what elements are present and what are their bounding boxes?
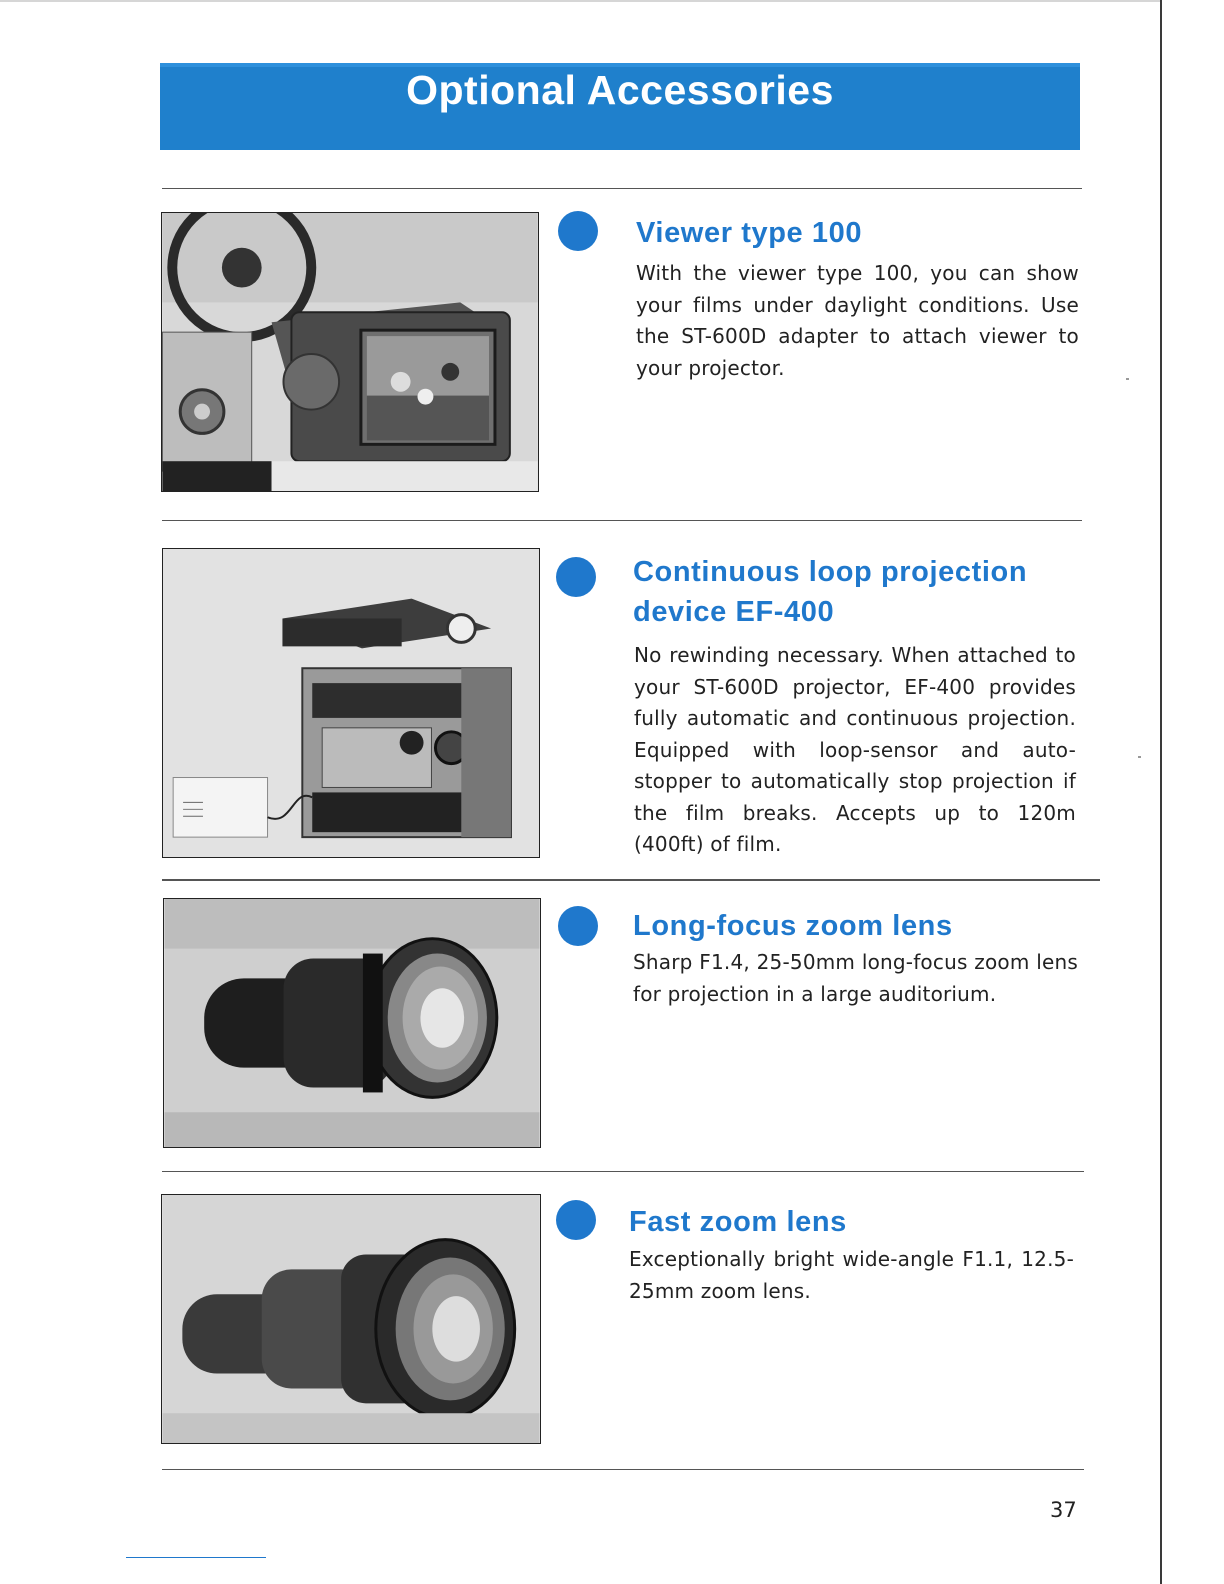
page-number: 37 (1050, 1498, 1077, 1522)
fast-zoom-lens-photo (161, 1194, 541, 1444)
loop-device-photo (162, 548, 540, 858)
page-binding-edge (1160, 0, 1162, 1584)
loop-device-illustration (163, 549, 539, 857)
item-title-long-focus-lens: Long-focus zoom lens (633, 910, 953, 942)
item-title-viewer: Viewer type 100 (636, 217, 863, 249)
scan-speck (1126, 378, 1129, 380)
item-bullet (556, 557, 596, 597)
section-divider (162, 879, 1100, 881)
section-divider (162, 1171, 1084, 1172)
header-banner (160, 63, 1080, 150)
fast-zoom-lens-illustration (162, 1195, 540, 1443)
item-bullet (556, 1200, 596, 1240)
item-description-viewer: With the viewer type 100, you can show your films under daylight conditions. Use the ST-600D adapter to attach viewer to your projector. (636, 261, 1079, 380)
viewer-illustration (162, 213, 538, 491)
viewer-photo (161, 212, 539, 492)
item-description-loop-device: No rewinding necessary. When attached to your ST-600D projector, EF-400 provides fully automatic and continuous projection. Equipped with loop-sensor and auto-stopper to automatically stop projection if the film breaks. Accepts up to 120m (400ft) of film. (634, 643, 1076, 856)
item-bullet (558, 211, 598, 251)
footer-line (126, 1557, 266, 1558)
scan-speck (1138, 756, 1141, 758)
long-focus-lens-photo (163, 898, 541, 1148)
item-description-fast-zoom-lens: Exceptionally bright wide-angle F1.1, 12.5-25mm zoom lens. (629, 1247, 1074, 1303)
section-divider (162, 520, 1082, 521)
item-bullet (558, 906, 598, 946)
page-title: Optional Accessories (406, 67, 834, 114)
item-title-loop-device: Continuous loop projection device EF-400 (633, 556, 1028, 628)
item-title-fast-zoom-lens: Fast zoom lens (629, 1206, 847, 1238)
page-top-edge (0, 0, 1160, 2)
long-focus-lens-illustration (164, 899, 540, 1147)
section-divider (162, 1469, 1084, 1470)
item-description-long-focus-lens: Sharp F1.4, 25-50mm long-focus zoom lens for projection in a large auditorium. (633, 950, 1078, 1006)
section-divider (162, 188, 1082, 189)
